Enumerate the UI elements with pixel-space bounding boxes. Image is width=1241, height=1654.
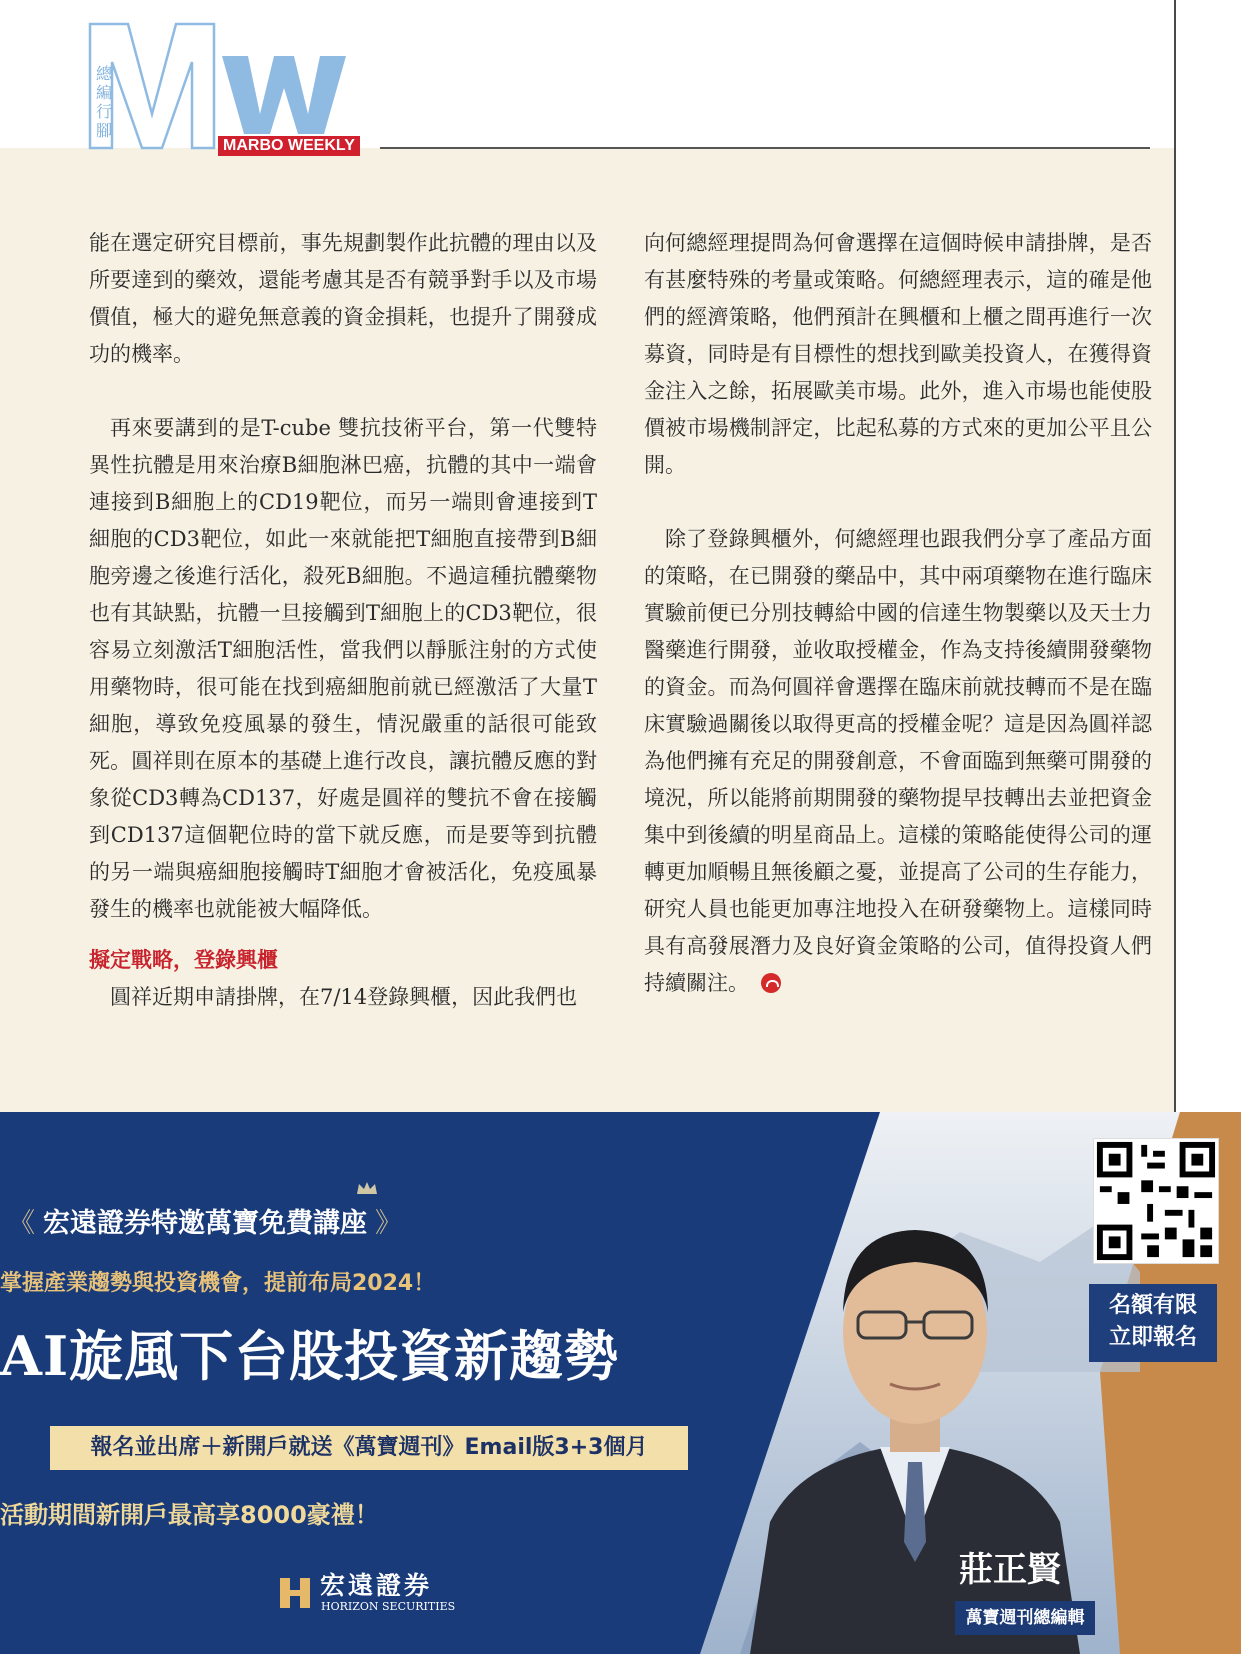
paragraph: 向何總經理提問為何會選擇在這個時候申請掛牌，是否有甚麼特殊的考量或策略。何總經理表示，這的確是他們的經濟策略，他們預計在興櫃和上櫃之間再進行一次募資，同時是有目標性的想找到歐美投資人，在獲得資金注入之餘，拓展歐美市場。此外，進入市場也能使股價被市場機制評定，比起私募的方式來的更加公平且公開。 <box>644 231 1152 477</box>
ad-gift-text: 活動期間新開戶最高享8000豪禮！ <box>0 1501 379 1529</box>
ad-tagline: 掌握產業趨勢與投資機會，提前布局2024！ <box>0 1271 436 1296</box>
page-divider-vertical <box>1174 0 1176 1112</box>
column-name: 總編行腳 <box>95 64 112 140</box>
broker-name-en: HORIZON SECURITIES <box>321 1600 456 1613</box>
article-left-column <box>89 225 597 1016</box>
end-mark-icon <box>761 973 781 993</box>
publication-name: MARBO WEEKLY <box>218 136 360 156</box>
host-name: 莊正賢 <box>959 1550 1061 1590</box>
register-line-2: 立即報名 <box>1108 1325 1197 1350</box>
register-now-button[interactable] <box>1089 1284 1217 1362</box>
paragraph-last <box>644 521 1152 1002</box>
crown-icon <box>355 1180 379 1196</box>
ad-event-text: 宏遠證券特邀萬寶免費講座 <box>43 1208 367 1239</box>
paragraph: 能在選定研究目標前，事先規劃製作此抗體的理由以及所要達到的藥效，還能考慮其是否有競爭對手以及市場價值，極大的避免無意義的資金損耗，也提升了開發成功的機率。 <box>89 231 597 366</box>
paragraph: 再來要講到的是T-cube 雙抗技術平台，第一代雙特異性抗體是用來治療B細胞淋巴癌，抗體的其中一端會連接到B細胞上的CD19靶位，而另一端則會連接到T細胞的CD3靶位，如此一來就能把T細胞直接帶到B細胞旁邊之後進行活化，殺死B細胞。不過這種抗體藥物也有其缺點，抗體一旦接觸到T細胞上的CD3靶位，很容易立刻激活T細胞活性，當我們以靜脈注射的方式使用藥物時，很可能在找到癌細胞前就已經激活了大量T細胞，導致免疫風暴的發生，情況嚴重的話很可能致死。圓祥則在原本的基礎上進行改良，讓抗體反應的對象從CD3轉為CD137，好處是圓祥的雙抗不會在接觸到CD137這個靶位時的當下就反應，而是要等到抗體的另一端與癌細胞接觸時T細胞才會被活化，免疫風暴發生的機率也就能被大幅降低。 <box>89 416 597 921</box>
ad-promo-bar: 報名並出席＋新開戶就送《萬寶週刊》Email版3+3個月 <box>50 1426 688 1470</box>
host-title: 萬寶週刊總編輯 <box>955 1601 1095 1635</box>
section-heading: 擬定戰略，登錄興櫃 <box>89 948 278 972</box>
ad-headline: AI旋風下台股投資新趨勢 <box>0 1324 620 1388</box>
article-right-column <box>644 225 1152 1002</box>
qr-code-icon[interactable] <box>1093 1138 1219 1264</box>
paragraph: 圓祥近期申請掛牌，在7/14登錄興櫃，因此我們也 <box>110 985 578 1009</box>
ad-event-title: 《 宏遠證券特邀萬寶免費講座 》 <box>8 1208 402 1239</box>
broker-name-cn: 宏遠證券 <box>320 1571 433 1600</box>
masthead-rule <box>380 147 1150 149</box>
broker-logo-icon <box>278 1576 312 1610</box>
paragraph-text: 除了登錄興櫃外，何總經理也跟我們分享了產品方面的策略，在已開發的藥品中，其中兩項藥物在進行臨床實驗前便已分別技轉給中國的信達生物製藥以及天士力醫藥進行開發，並收取授權金，作為支持後續開發藥物的資金。而為何圓祥會選擇在臨床前就技轉而不是在臨床實驗過關後以取得更高的授權金呢？這是因為圓祥認為他們擁有充足的開發創意，不會面臨到無藥可開發的境況，所以能將前期開發的藥物提早技轉出去並把資金集中到後續的明星商品上。這樣的策略能使得公司的運轉更加順暢且無後顧之憂，並提高了公司的生存能力，研究人員也能更加專注地投入在研發藥物上。這樣同時具有高發展潛力及良好資金策略的公司，值得投資人們持續關注。 <box>644 527 1152 995</box>
advertisement-banner[interactable] <box>0 1112 1241 1654</box>
register-line-1: 名額有限 <box>1108 1293 1197 1318</box>
